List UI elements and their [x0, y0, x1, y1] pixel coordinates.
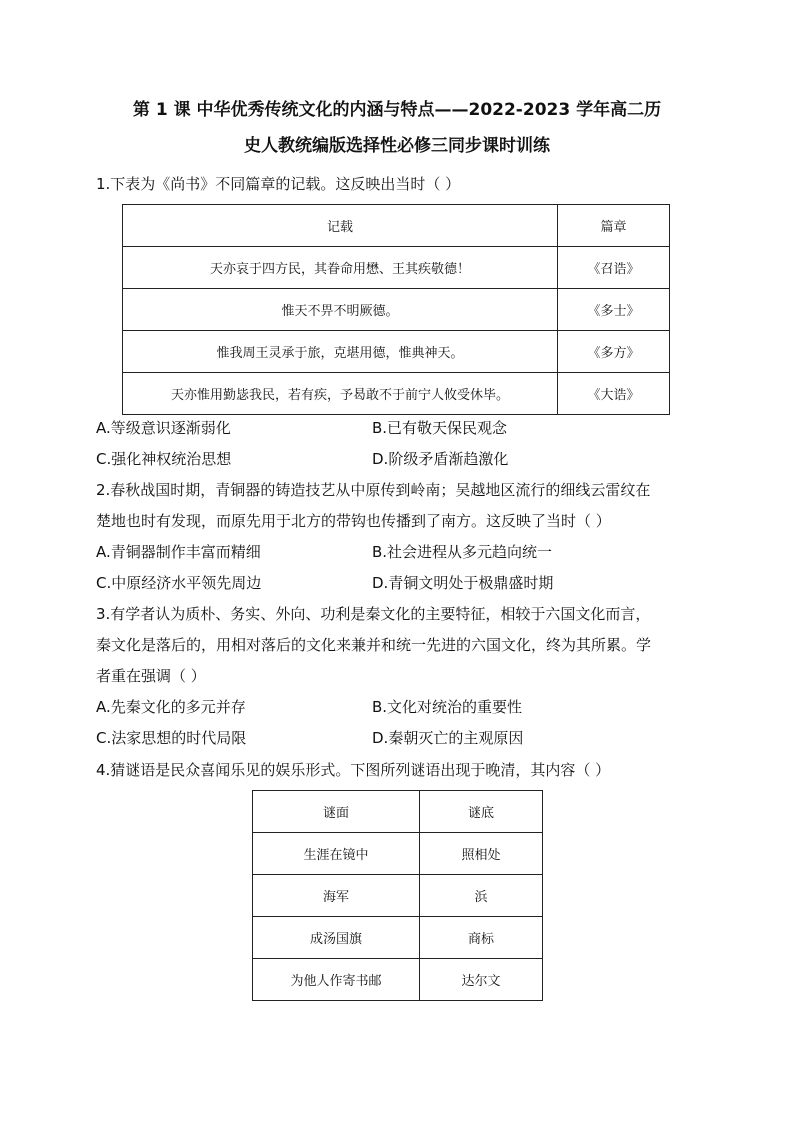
table-cell: 惟天不畀不明厥德。	[123, 289, 558, 331]
q3-stem-line-3: 者重在强调（ ）	[96, 667, 206, 685]
q2-stem-line-2: 楚地也时有发现，而原先用于北方的带钩也传播到了南方。这反映了当时（ ）	[96, 512, 611, 530]
q2-option-a: A.青铜器制作丰富而精细	[96, 543, 261, 561]
table-cell: 照相处	[420, 833, 543, 875]
q2-option-d: D.青铜文明处于极鼎盛时期	[372, 574, 554, 592]
q3-option-d: D.秦朝灭亡的主观原因	[372, 729, 524, 747]
q4-stem: 4.猜谜语是民众喜闻乐见的娱乐形式。下图所列谜语出现于晚清，其内容（ ）	[96, 761, 611, 779]
title-line-1: 第 1 课 中华优秀传统文化的内涵与特点——2022-2023 学年高二历	[132, 100, 662, 120]
q1-option-d: D.阶级矛盾渐趋激化	[372, 450, 509, 468]
table-row	[123, 331, 670, 373]
table-row	[253, 917, 543, 959]
table-row	[253, 959, 543, 1001]
table-cell: 惟我周王灵承于旅，克堪用德，惟典神天。	[123, 331, 558, 373]
table-row	[253, 833, 543, 875]
q2-stem-line-1: 2.春秋战国时期，青铜器的铸造技艺从中原传到岭南；吴越地区流行的细线云雷纹在	[96, 481, 651, 499]
table-cell: 天亦惟用勤毖我民，若有疾，予曷敢不于前宁人攸受休毕。	[123, 373, 558, 415]
table-header-cell: 谜面	[253, 791, 420, 833]
table-header-cell: 谜底	[420, 791, 543, 833]
table-cell: 生涯在镜中	[253, 833, 420, 875]
table-cell: 《大诰》	[558, 373, 670, 415]
q1-record-table	[122, 204, 670, 415]
table-cell: 浜	[420, 875, 543, 917]
table-cell: 天亦哀于四方民，其眷命用懋、王其疾敬德！	[123, 247, 558, 289]
q1-option-c: C.强化神权统治思想	[96, 450, 232, 468]
table-row	[123, 373, 670, 415]
table-cell: 为他人作寄书邮	[253, 959, 420, 1001]
q3-stem-line-2: 秦文化是落后的，用相对落后的文化来兼并和统一先进的六国文化，终为其所累。学	[96, 636, 652, 654]
q1-stem: 1.下表为《尚书》不同篇章的记载。这反映出当时（ ）	[96, 175, 461, 193]
q3-stem-line-1: 3.有学者认为质朴、务实、外向、功利是秦文化的主要特征，相较于六国文化而言，	[96, 605, 651, 623]
table-header-row	[123, 205, 670, 247]
q1-option-b: B.已有敬天保民观念	[372, 419, 508, 437]
table-row	[123, 247, 670, 289]
title-line-2: 史人教统编版选择性必修三同步课时训练	[244, 136, 550, 156]
document-title	[90, 92, 704, 164]
q2-option-b: B.社会进程从多元趋向统一	[372, 543, 553, 561]
q1-option-a: A.等级意识逐渐弱化	[96, 419, 231, 437]
q3-option-b: B.文化对统治的重要性	[372, 698, 523, 716]
table-header-row	[253, 791, 543, 833]
table-cell: 《多方》	[558, 331, 670, 373]
q2-option-c: C.中原经济水平领先周边	[96, 574, 262, 592]
q3-option-a: A.先秦文化的多元并存	[96, 698, 246, 716]
table-row	[253, 875, 543, 917]
table-cell: 成汤国旗	[253, 917, 420, 959]
table-header-cell: 记载	[123, 205, 558, 247]
table-header-cell: 篇章	[558, 205, 670, 247]
q3-option-c: C.法家思想的时代局限	[96, 729, 247, 747]
table-cell: 《多士》	[558, 289, 670, 331]
table-cell: 海军	[253, 875, 420, 917]
table-cell: 达尔文	[420, 959, 543, 1001]
table-cell: 商标	[420, 917, 543, 959]
q4-riddle-table	[252, 790, 543, 1001]
table-row	[123, 289, 670, 331]
table-cell: 《召诰》	[558, 247, 670, 289]
